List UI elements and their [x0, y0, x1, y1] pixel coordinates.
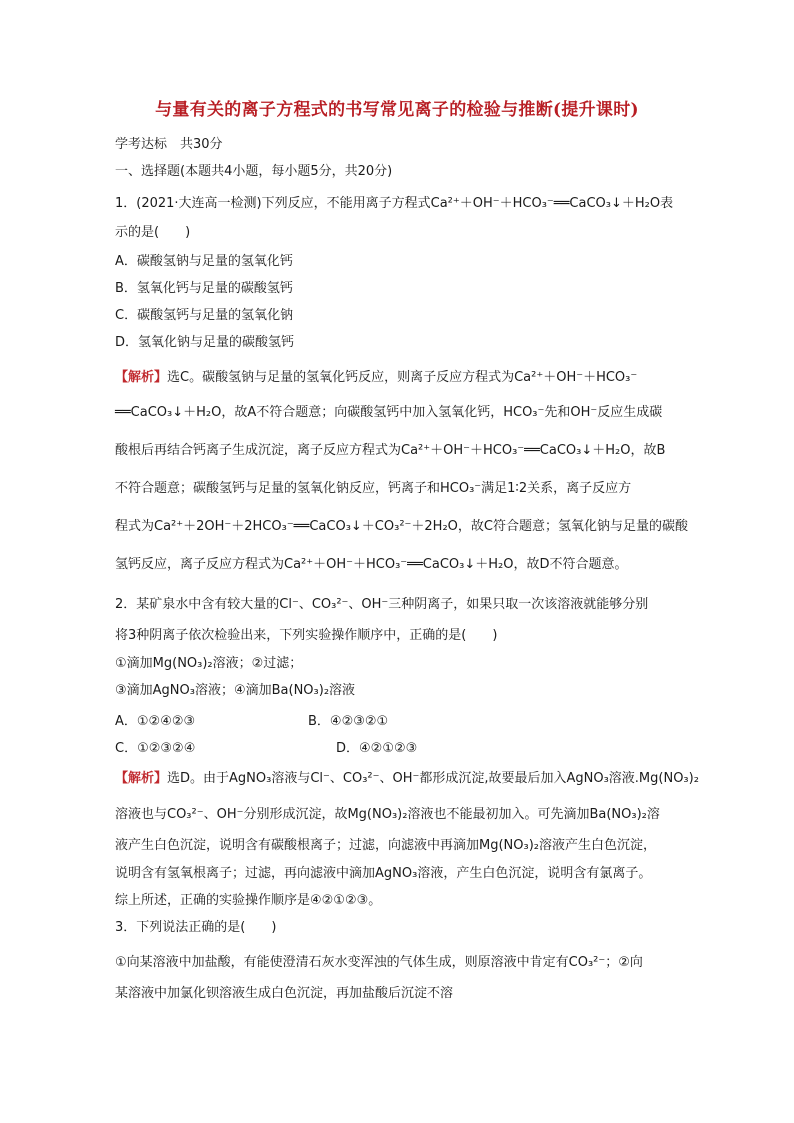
page-title: 与量有关的离子方程式的书写常见离子的检验与推断(提升课时) [155, 100, 639, 120]
q1-analysis-line: 氢钙反应，离子反应方程式为Ca²⁺＋OH⁻＋HCO₃⁻══CaCO₃↓＋H₂O，故D不符合题意。 [115, 557, 628, 572]
q1-analysis-line: 不符合题意；碳酸氢钙与足量的氢氧化钠反应，钙离子和HCO₃⁻满足1∶2关系，离子反应方 [115, 481, 632, 496]
q1-analysis-line: 程式为Ca²⁺＋2OH⁻＋2HCO₃⁻══CaCO₃↓＋CO₃²⁻＋2H₂O，故C符合题意；氢氧化钠与足量的碳酸 [115, 519, 688, 534]
q3-stem-line: ①向某溶液中加盐酸，有能使澄清石灰水变浑浊的气体生成，则原溶液中肯定有CO₃²⁻；②向 [115, 955, 643, 970]
q2-option-a: A．①②④②③ [115, 714, 196, 729]
analysis-tag: 【解析】 [115, 370, 168, 385]
q1-option-c: C．碳酸氢钙与足量的氢氧化钠 [115, 308, 294, 323]
q2-analysis-line: 说明含有氢氧根离子；过滤，再向滤液中滴加AgNO₃溶液，产生白色沉淀，说明含有氯离子。 [115, 866, 652, 881]
q1-option-b: B．氢氧化钙与足量的碳酸氢钙 [115, 281, 293, 296]
q1-analysis-text: 选C。碳酸氢钠与足量的氢氧化钙反应，则离子反应方程式为Ca²⁺＋OH⁻＋HCO₃⁻ [167, 370, 638, 385]
q1-option-a: A．碳酸氢钠与足量的氢氧化钙 [115, 254, 293, 269]
analysis-tag: 【解析】 [115, 771, 168, 786]
q2-analysis-line [115, 771, 705, 787]
q2-stem-line: 2．某矿泉水中含有较大量的Cl⁻、CO₃²⁻、OH⁻三种阴离子，如果只取一次该溶液就能够分别 [115, 597, 649, 612]
q2-option-b: B．④②③②① [308, 714, 389, 729]
q2-analysis-line: 液产生白色沉淀，说明含有碳酸根离子；过滤，向滤液中再滴加Mg(NO₃)₂溶液产生白色沉淀， [115, 838, 656, 853]
q2-analysis-line: 溶液也与CO₃²⁻、OH⁻分别形成沉淀，故Mg(NO₃)₂溶液也不能最初加入。可先滴加Ba(NO₃)₂溶 [115, 807, 660, 822]
q1-stem-line: 示的是( ) [115, 225, 191, 240]
q2-stem-line: ①滴加Mg(NO₃)₂溶液；②过滤； [115, 656, 303, 671]
q1-analysis-line: ══CaCO₃↓＋H₂O，故A不符合题意；向碳酸氢钙中加入氢氧化钙，HCO₃⁻先和OH⁻反应生成碳 [115, 405, 663, 420]
q1-stem-line: 1．(2021·大连高一检测)下列反应，不能用离子方程式Ca²⁺＋OH⁻＋HCO₃⁻══CaCO₃↓＋H₂O表 [115, 196, 674, 211]
q2-option-d: D．④②①②③ [336, 741, 418, 756]
section-header: 学考达标 共30分 [115, 137, 223, 152]
q2-stem-line: 将3种阴离子依次检验出来，下列实验操作顺序中，正确的是( ) [115, 628, 498, 643]
section-title: 一、选择题(本题共4小题，每小题5分，共20分) [115, 164, 393, 179]
q1-analysis-line: 酸根后再结合钙离子生成沉淀，离子反应方程式为Ca²⁺＋OH⁻＋HCO₃⁻══CaCO₃↓＋H₂O，故B [115, 443, 666, 458]
q1-analysis-line [115, 370, 705, 386]
q3-stem-line: 某溶液中加氯化钡溶液生成白色沉淀，再加盐酸后沉淀不溶 [115, 986, 454, 1001]
q2-analysis-line: 综上所述，正确的实验操作顺序是④②①②③。 [115, 893, 382, 908]
q2-stem-line: ③滴加AgNO₃溶液；④滴加Ba(NO₃)₂溶液 [115, 683, 356, 698]
q2-analysis-text: 选D。由于AgNO₃溶液与Cl⁻、CO₃²⁻、OH⁻都形成沉淀,故要最后加入AgNO₃溶液.Mg(NO₃)₂ [167, 771, 699, 786]
q2-option-c: C．①②③②④ [115, 741, 196, 756]
q3-stem-line: 3．下列说法正确的是( ) [115, 920, 277, 935]
q1-option-d: D．氢氧化钠与足量的碳酸氢钙 [115, 335, 295, 350]
